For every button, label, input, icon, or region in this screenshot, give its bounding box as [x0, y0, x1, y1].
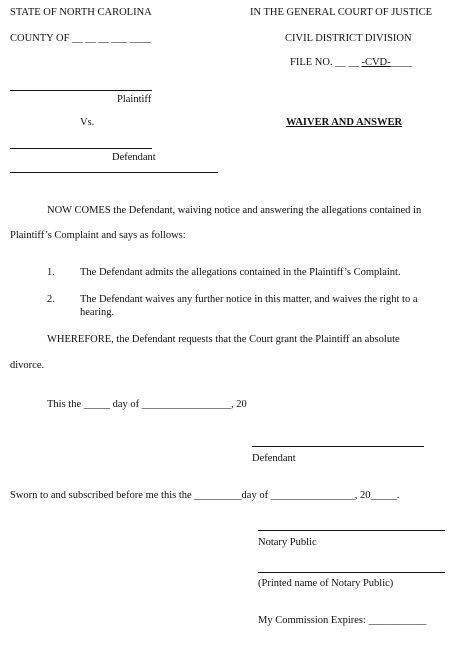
notary-printed-name-line — [258, 572, 445, 573]
file-number-line — [290, 56, 412, 69]
file-number-blank-2: ____ — [390, 57, 412, 68]
court-label: IN THE GENERAL COURT OF JUSTICE — [250, 7, 433, 18]
file-number-cvd: -CVD- — [361, 57, 391, 68]
county-label: COUNTY OF — [10, 33, 70, 44]
item-text: The Defendant waives any further notice in this matter, and waives the right to a hearing. — [80, 294, 418, 319]
item-number: 2. — [47, 294, 55, 305]
notary-public-label: Notary Public — [258, 537, 317, 548]
wherefore-line-2: divorce. — [10, 360, 45, 371]
state-label: STATE OF NORTH CAROLINA — [10, 7, 152, 18]
defendant-signature-line — [252, 446, 424, 447]
county-blank: __ __ __ ___ ____ — [72, 33, 151, 44]
notary-printed-name-label: (Printed name of Notary Public) — [258, 578, 394, 589]
item-text: The Defendant admits the allegations contained in the Plaintiff’s Complaint. — [80, 267, 401, 278]
wherefore-line-1: WHEREFORE, the Defendant requests that the Court grant the Plaintiff an absolute — [47, 334, 400, 345]
sworn-statement: Sworn to and subscribed before me this the _________day of ________________, 20_____. — [10, 490, 400, 501]
commission-expires-label: My Commission Expires: — [258, 615, 366, 626]
caption-divider — [10, 172, 218, 173]
intro-line-2: Plaintiff’s Complaint and says as follows: — [10, 230, 186, 241]
document-title: WAIVER AND ANSWER — [286, 117, 403, 128]
file-number-label: FILE NO. — [290, 57, 333, 68]
date-line: This the _____ day of _________________, 20 — [47, 399, 247, 410]
file-number-blank: __ __ — [335, 57, 359, 68]
versus-label: Vs. — [80, 117, 95, 128]
defendant-signature-label: Defendant — [252, 453, 296, 464]
plaintiff-label: Plaintiff — [117, 94, 152, 105]
division-label: CIVIL DISTRICT DIVISION — [285, 33, 412, 44]
item-number: 1. — [47, 267, 55, 278]
commission-expires — [258, 614, 426, 627]
commission-expires-blank: ___________ — [368, 615, 427, 626]
notary-signature-line — [258, 530, 445, 531]
intro-line-1: NOW COMES the Defendant, waiving notice and answering the allegations contained in — [47, 205, 422, 216]
plaintiff-name-line — [10, 90, 152, 91]
defendant-name-line — [10, 148, 152, 149]
county-line — [10, 32, 151, 45]
defendant-label: Defendant — [112, 152, 156, 163]
